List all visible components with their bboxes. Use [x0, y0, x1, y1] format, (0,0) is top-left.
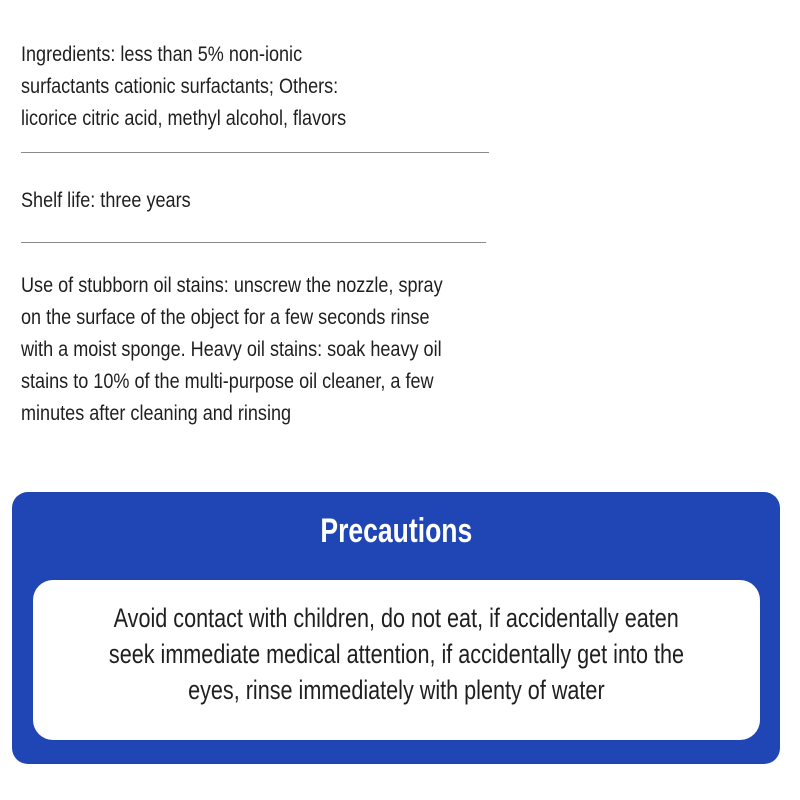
usage-line: with a moist sponge. Heavy oil stains: soak heavy oil [21, 338, 442, 361]
ingredients-line: Ingredients: less than 5% non-ionic [21, 43, 303, 66]
shelf-life-text: Shelf life: three years [21, 189, 191, 212]
ingredients-line: surfactants cationic surfactants; Others: [21, 75, 339, 98]
usage-line: on the surface of the object for a few seconds rinse [21, 306, 430, 329]
usage-line: Use of stubborn oil stains: unscrew the nozzle, spray [21, 274, 443, 297]
precautions-panel [12, 492, 780, 764]
usage-section [21, 270, 443, 430]
ingredients-line: licorice citric acid, methyl alcohol, flavors [21, 107, 347, 130]
precautions-body [33, 580, 760, 740]
divider [21, 242, 486, 243]
usage-line: stains to 10% of the multi-purpose oil cleaner, a few [21, 370, 434, 393]
precautions-title [12, 509, 780, 553]
precautions-line: Avoid contact with children, do not eat, if accidentally eaten [113, 603, 680, 633]
precautions-line: seek immediate medical attention, if accidentally get into the [108, 639, 685, 669]
ingredients-section [21, 39, 346, 135]
precautions-title-text: Precautions [320, 512, 472, 550]
usage-line: minutes after cleaning and rinsing [21, 402, 292, 425]
shelf-life-section [21, 185, 191, 217]
precautions-text [33, 600, 760, 708]
divider [21, 152, 489, 153]
precautions-line: eyes, rinse immediately with plenty of water [188, 675, 605, 705]
